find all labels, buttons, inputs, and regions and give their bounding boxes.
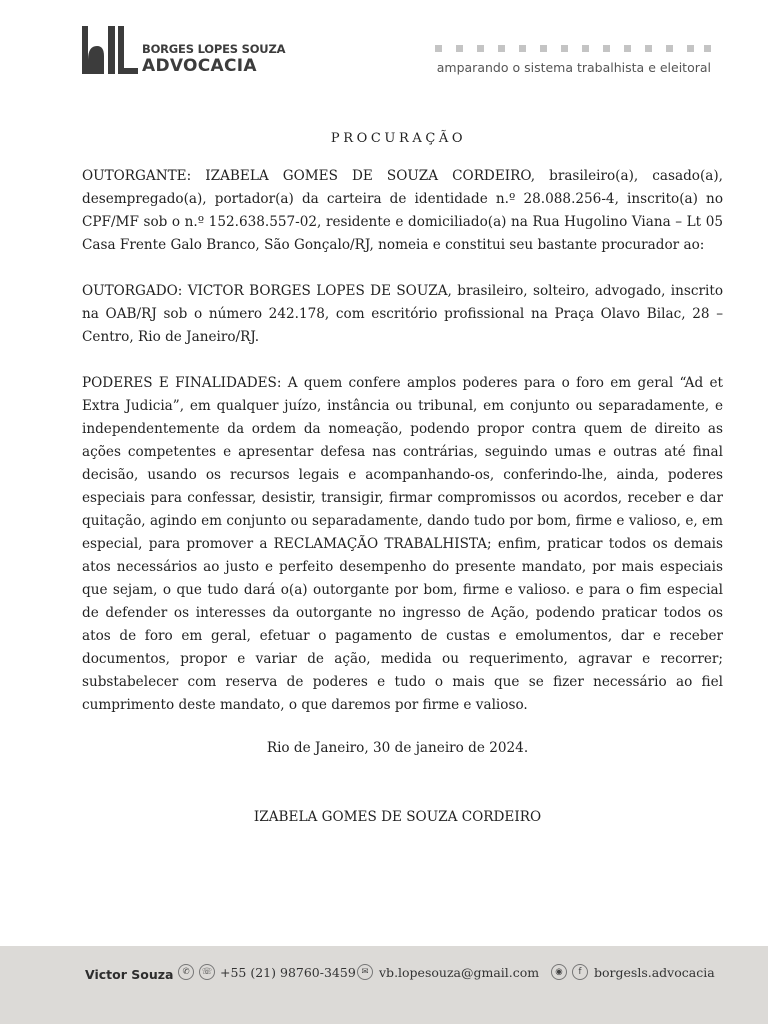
outorgante-paragraph: OUTORGANTE: IZABELA GOMES DE SOUZA CORDEIRO, brasileiro(a), casado(a), desempregado(a), portador(a) da carteira de identidade n.º 28.088.256-4, inscrito(a) no CPF/MF sob o n.º 152.638.557-02, residente e domiciliado(a) na Rua Hugolino Viana – Lt 05 Casa Frente Galo Branco, São Gonçalo/RJ, nomeia e constitui seu bastante procurador ao:: [82, 168, 723, 253]
footer-phone[interactable]: +55 (21) 98760-3459: [220, 965, 356, 980]
document-body: [82, 165, 723, 740]
outorgado-paragraph: OUTORGADO: VICTOR BORGES LOPES DE SOUZA, brasileiro, solteiro, advogado, inscrito na OAB/RJ sob o número 242.178, com escritório profissional na Praça Olavo Bilac, 28 – Centro, Rio de Janeiro/RJ.: [82, 283, 723, 345]
logo-icon: [82, 26, 138, 74]
place-date: Rio de Janeiro, 30 de janeiro de 2024.: [266, 740, 529, 756]
tagline: amparando o sistema trabalhista e eleitoral: [436, 60, 711, 75]
footer-social[interactable]: borgesls.advocacia: [594, 965, 715, 980]
signatory-name: IZABELA GOMES DE SOUZA CORDEIRO: [253, 809, 542, 825]
brand-subtitle: ADVOCACIA: [142, 56, 257, 76]
whatsapp-icon: ☏: [199, 964, 215, 980]
poderes-paragraph: PODERES E FINALIDADES: A quem confere amplos poderes para o foro em geral “Ad et Extra Judicia”, em qualquer juízo, instância ou tribunal, em conjunto ou separadamente, e independentemente da ordem da nomeação, podendo propor contra quem de direito as ações competentes e apresentar defesa nas contrárias, seguindo umas e outras até final decisão, usando os recursos legais e acompanhando-os, conferindo-lhe, ainda, poderes especiais para confessar, desistir, transigir, firmar compromissos ou acordos, receber e dar quitação, agindo em conjunto ou separadamente, dando tudo por bom, firme e valioso, e, em especial, para promover a RECLAMAÇÃO TRABALHISTA; enfim, praticar todos os demais atos necessários ao justo e perfeito desempenho do presente mandato, por mais especiais que sejam, o que tudo dará o(a) outorgante por bom, firme e valioso. e para o fim especial de defender os interesses da outorgante no ingresso de Ação, podendo praticar todos os atos de foro em geral, efetuar o pagamento de custas e emolumentos, dar e receber documentos, propor e variar de ação, medida ou requerimento, agravar e recorrer; substabelecer com reserva de poderes e tudo o mais que se fizer necessário ao fiel cumprimento deste mandato, o que daremos por firme e valioso.: [82, 375, 723, 713]
document-title: PROCURAÇÃO: [330, 131, 467, 146]
footer-email[interactable]: vb.lopesouza@gmail.com: [379, 965, 540, 980]
facebook-icon: f: [572, 964, 588, 980]
footer: [0, 946, 768, 1024]
footer-name: Victor Souza: [85, 967, 174, 982]
decorative-dots: [435, 45, 711, 53]
email-icon: ✉: [357, 964, 373, 980]
instagram-icon: ◉: [551, 964, 567, 980]
letterhead: [0, 0, 768, 100]
phone-icon: ✆: [178, 964, 194, 980]
brand-name: BORGES LOPES SOUZA: [142, 42, 286, 56]
